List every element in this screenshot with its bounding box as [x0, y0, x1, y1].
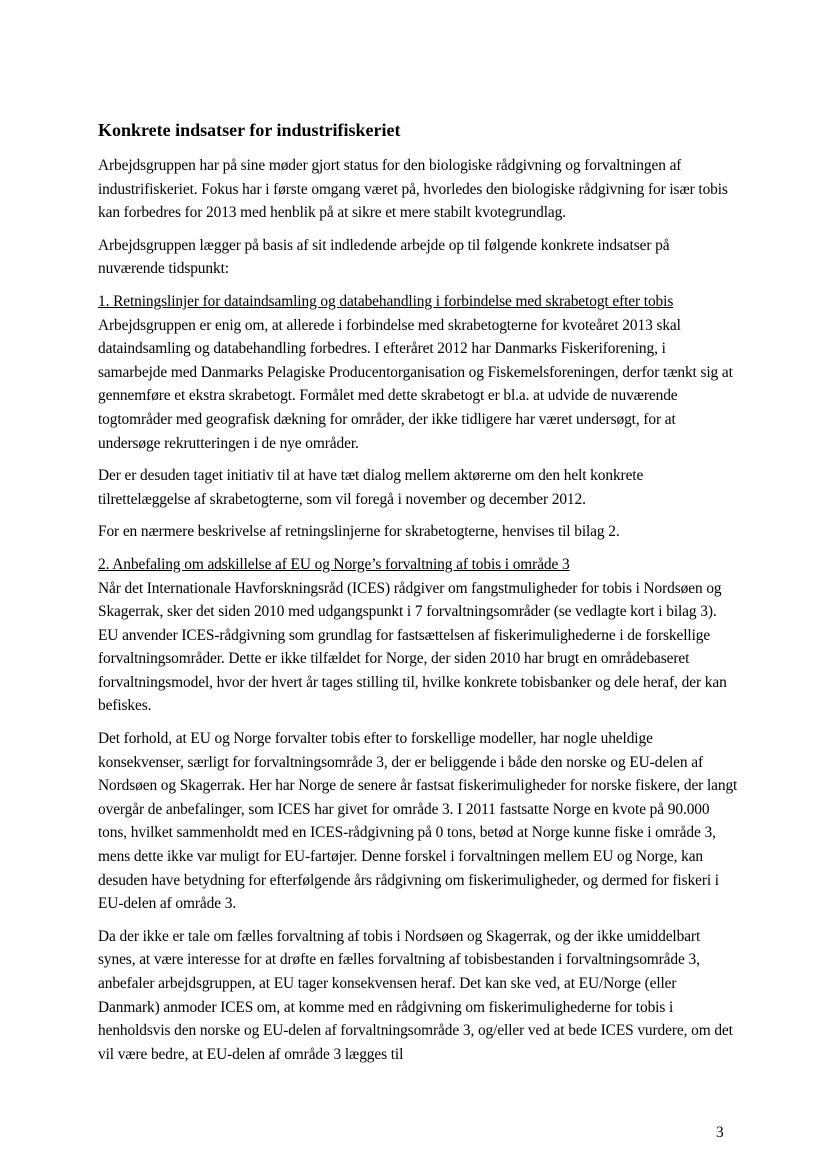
section-1 — [98, 290, 738, 455]
section-2-body: Når det Internationale Havforskningsråd (ICES) rådgiver om fangstmuligheder for tobis i Nordsøen og Skagerrak, sker det siden 2010 med udgangspunkt i 7 forvaltningsområder (se vedlagte kort i bilag 3). EU anvender ICES-rådgivning som grundlag for fastsættelsen af fiskerimulighederne i de forskellige forvaltningsområder. Dette er ikke tilfældet for Norge, der siden 2010 har brugt en områdebaseret forvaltningsmodel, hvor der hvert år tages stilling til, hvilke konkrete tobisbanker og dele heraf, der kan befiskes. — [98, 579, 727, 715]
page-number: 3 — [716, 1124, 724, 1141]
anbefaling-paragraph: Da der ikke er tale om fælles forvaltning af tobis i Nordsøen og Skagerrak, og der ikke umiddelbart synes, at være interesse for at drøfte en fælles forvaltning af tobisbestanden i forvaltningsområde 3, anbefaler arbejdsgruppen, at EU tager konsekvensen heraf. Det kan ske ved, at EU/Norge (eller Danmark) anmoder ICES om, at komme med en rådgivning om fiskerimulighederne for tobis i henholdsvis den norske og EU-delen af forvaltningsområde 3, og/eller ved at bede ICES vurdere, om det vil være bedre, at EU-delen af område 3 lægges til — [98, 927, 733, 1063]
forvaltning-paragraph: Det forhold, at EU og Norge forvalter tobis efter to forskellige modeller, har nogle uheldige konsekvenser, særligt for forvaltningsområde 3, der er beliggende i både den norske og EU-delen af Nordsøen og Skagerrak. Her har Norge de senere år fastsat fiskerimuligheder for norske fiskere, der langt overgår de anbefalinger, som ICES har givet for område 3. I 2011 fastsatte Norge en kvote på 90.000 tons, hvilket sammenholdt med en ICES-rådgivning på 0 tons, betød at Norge kunne fiske i område 3, mens dette ikke var muligt for EU-fartøjer. Denne forskel i forvaltningen mellem EU og Norge, kan desuden have betydning for efterfølgende års rådgivning om fiskerimuligheder, og dermed for fiskeri i EU-delen af område 3. — [98, 730, 738, 913]
section-title: Konkrete indsatser for industrifiskeriet — [98, 120, 401, 140]
dialog-paragraph: Der er desuden taget initiativ til at have tæt dialog mellem aktørerne om den helt konkrete tilrettelæggelse af skrabetogterne, som vil foregå i november og december 2012. — [98, 467, 644, 508]
section-1-heading: 1. Retningslinjer for dataindsamling og databehandling i forbindelse med skrabetogt efter tobis — [98, 292, 674, 310]
indsatser-intro-paragraph: Arbejdsgruppen lægger på basis af sit indledende arbejde op til følgende konkrete indsatser på nuværende tidspunkt: — [98, 236, 670, 278]
page-content — [98, 118, 738, 1075]
section-2 — [98, 553, 738, 718]
bilag-reference-paragraph: For en nærmere beskrivelse af retningslinjerne for skrabetogterne, henvises til bilag 2. — [98, 523, 620, 541]
section-1-body: Arbejdsgruppen er enig om, at allerede i forbindelse med skrabetogterne for kvoteåret 2013 skal dataindsamling og databehandling forbedres. I efteråret 2012 har Danmarks Fiskeriforening, i samarbejde med Danmarks Pelagiske Producentorganisation og Fiskemelsforeningen, derfor tænkt sig at gennemføre et ekstra skrabetogt. Formålet med dette skrabetogt er bl.a. at udvide de nuværende togtområder med geografisk dækning for områder, der ikke tidligere har været undersøgt, for at undersøge rekrutteringen i de nye områder. — [98, 316, 733, 452]
intro-paragraph: Arbejdsgruppen har på sine møder gjort status for den biologiske rådgivning og forvaltningen af industrifiskeriet. Fokus har i første omgang været på, hvorledes den biologiske rådgivning for især tobis kan forbedres for 2013 med henblik på at sikre et mere stabilt kvotegrundlag. — [98, 157, 728, 222]
section-2-heading: 2. Anbefaling om adskillelse af EU og Norge’s forvaltning af tobis i område 3 — [98, 555, 570, 573]
